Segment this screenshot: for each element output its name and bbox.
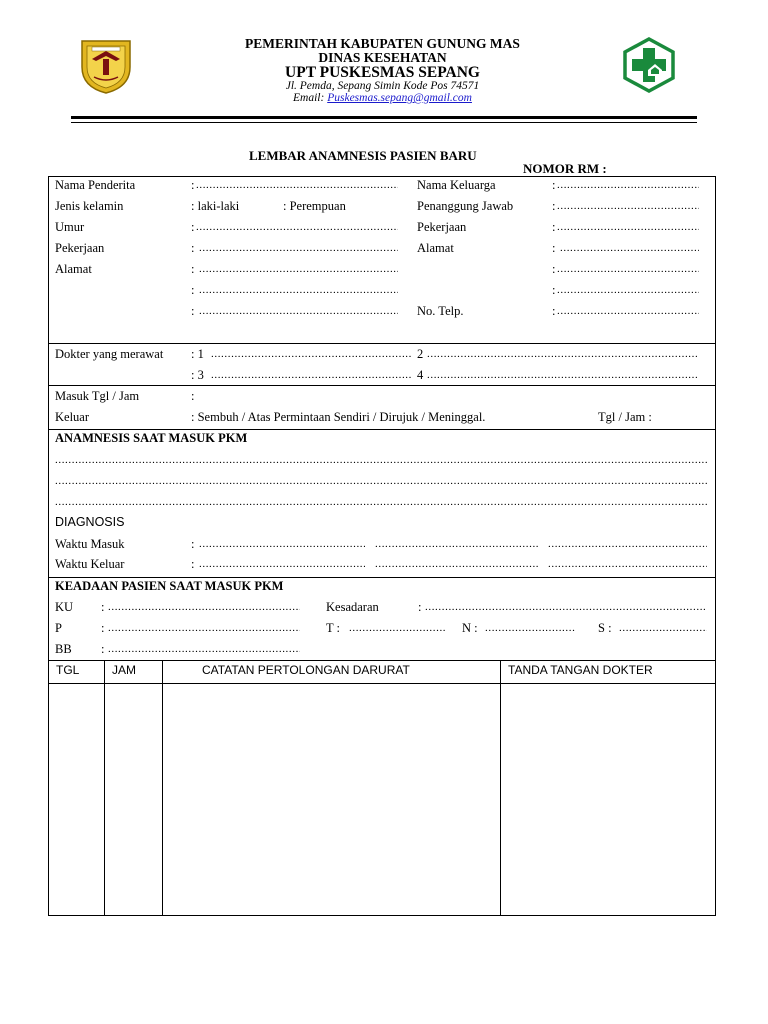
- field-dokter-3[interactable]: [211, 368, 412, 382]
- label-bb: BB: [55, 642, 72, 656]
- label-p: P: [55, 621, 62, 635]
- field-anamnesis-1[interactable]: [55, 453, 707, 467]
- label-penanggung-jawab: Penanggung Jawab: [417, 199, 514, 213]
- email-label: Email:: [293, 92, 325, 104]
- field-umur[interactable]: [196, 220, 398, 234]
- label-n: N :: [462, 621, 478, 635]
- label-nama-penderita: Nama Penderita: [55, 178, 136, 192]
- label-t: T :: [326, 621, 341, 635]
- box-bottom: [48, 915, 716, 916]
- colon: :: [552, 262, 556, 276]
- table-header-catatan: CATATAN PERTOLONGAN DARURAT: [202, 663, 410, 677]
- box-right: [715, 176, 716, 916]
- field-waktu-keluar-1[interactable]: [199, 557, 365, 571]
- colon: :: [191, 537, 195, 551]
- field-penanggung-jawab[interactable]: [557, 199, 699, 213]
- header-rule-thick: [71, 116, 697, 119]
- divider-doctor: [48, 385, 716, 386]
- colon: :: [552, 199, 556, 213]
- colon: :: [191, 389, 195, 403]
- field-waktu-masuk-3[interactable]: [548, 537, 707, 551]
- doctor-number-1: : 1: [191, 347, 204, 361]
- doctor-number-3: : 3: [191, 368, 204, 382]
- option-perempuan[interactable]: : Perempuan: [283, 199, 346, 213]
- email-link[interactable]: Puskesmas.sepang@gmail.com: [327, 92, 472, 104]
- field-no-telp[interactable]: [557, 304, 699, 318]
- divider-condition: [48, 660, 716, 661]
- header-department: DINAS KESEHATAN: [318, 50, 447, 65]
- table-cell-catatan[interactable]: [163, 684, 500, 915]
- divider-admission: [48, 429, 716, 430]
- label-waktu-keluar: Waktu Keluar: [55, 557, 125, 571]
- colon: :: [418, 600, 422, 614]
- table-header-tanda-tangan: TANDA TANGAN DOKTER: [508, 663, 653, 677]
- colon: :: [191, 557, 195, 571]
- colon: :: [101, 642, 105, 656]
- label-alamat-keluarga: Alamat: [417, 241, 454, 255]
- field-nama-penderita[interactable]: [196, 178, 398, 192]
- colon: :: [552, 241, 556, 255]
- header-puskesmas: UPT PUSKESMAS SEPANG: [285, 64, 480, 81]
- colon: :: [552, 304, 556, 318]
- colon: :: [101, 621, 105, 635]
- colon: :: [191, 304, 195, 318]
- field-waktu-masuk-1[interactable]: [199, 537, 365, 551]
- label-pekerjaan: Pekerjaan: [55, 241, 105, 255]
- label-pekerjaan-keluarga: Pekerjaan: [417, 220, 467, 234]
- field-pekerjaan-keluarga[interactable]: [557, 220, 699, 234]
- field-dokter-1[interactable]: [211, 347, 412, 361]
- label-jenis-kelamin: Jenis kelamin: [55, 199, 124, 213]
- header-address: Jl. Pemda, Sepang Simin Kode Pos 74571: [285, 80, 480, 92]
- colon: :: [191, 220, 195, 234]
- field-nama-keluarga[interactable]: [557, 178, 699, 192]
- label-keluar: Keluar: [55, 410, 90, 424]
- field-waktu-keluar-2[interactable]: [375, 557, 538, 571]
- puskesmas-cross-logo: [621, 37, 677, 93]
- keluar-options[interactable]: : Sembuh / Atas Permintaan Sendiri / Dirujuk / Meninggal.: [191, 410, 486, 424]
- label-waktu-masuk: Waktu Masuk: [55, 537, 125, 551]
- table-cell-tgl[interactable]: [49, 684, 104, 915]
- rm-number-label: NOMOR RM :: [523, 161, 607, 176]
- field-pekerjaan[interactable]: [199, 241, 398, 255]
- field-t[interactable]: [349, 621, 446, 635]
- label-s: S :: [598, 621, 612, 635]
- regency-crest-logo: [78, 37, 134, 95]
- divider-identity: [48, 343, 716, 344]
- label-ku: KU: [55, 600, 74, 614]
- doctor-number-4: 4: [417, 368, 424, 382]
- heading-anamnesis: ANAMNESIS SAAT MASUK PKM: [55, 431, 248, 445]
- field-p[interactable]: [108, 621, 300, 635]
- colon: :: [191, 241, 195, 255]
- field-alamat-3[interactable]: [199, 304, 398, 318]
- field-anamnesis-2[interactable]: [55, 474, 707, 488]
- label-tgl-jam: Tgl / Jam :: [598, 410, 652, 424]
- option-laki-laki[interactable]: : laki-laki: [191, 199, 240, 213]
- field-alamat-1[interactable]: [199, 262, 398, 276]
- label-alamat: Alamat: [55, 262, 92, 276]
- field-alamat-keluarga-2[interactable]: [557, 262, 699, 276]
- field-anamnesis-3[interactable]: [55, 495, 707, 509]
- field-waktu-keluar-3[interactable]: [548, 557, 707, 571]
- divider-anamnesis: [48, 577, 716, 578]
- box-top: [48, 176, 716, 177]
- header-government: PEMERINTAH KABUPATEN GUNUNG MAS: [245, 36, 520, 51]
- label-no-telp: No. Telp.: [417, 304, 464, 318]
- label-umur: Umur: [55, 220, 85, 234]
- colon: :: [552, 178, 556, 192]
- table-header-tgl: TGL: [56, 663, 80, 677]
- label-kesadaran: Kesadaran: [326, 600, 379, 614]
- label-nama-keluarga: Nama Keluarga: [417, 178, 496, 192]
- colon: :: [191, 283, 195, 297]
- colon: :: [191, 262, 195, 276]
- field-dokter-4[interactable]: [427, 368, 697, 382]
- field-waktu-masuk-2[interactable]: [375, 537, 538, 551]
- field-bb[interactable]: [108, 642, 300, 656]
- label-dokter: Dokter yang merawat: [55, 347, 164, 361]
- table-cell-tanda-tangan[interactable]: [501, 684, 715, 915]
- field-ku[interactable]: [108, 600, 300, 614]
- field-kesadaran[interactable]: [425, 600, 707, 614]
- field-s[interactable]: [619, 621, 707, 635]
- field-n[interactable]: [485, 621, 576, 635]
- label-masuk: Masuk Tgl / Jam: [55, 389, 140, 403]
- field-alamat-2[interactable]: [199, 283, 398, 297]
- colon: :: [101, 600, 105, 614]
- colon: :: [191, 178, 195, 192]
- field-dokter-2[interactable]: [427, 347, 697, 361]
- header-rule-thin: [71, 122, 697, 123]
- colon: :: [552, 283, 556, 297]
- heading-keadaan: KEADAAN PASIEN SAAT MASUK PKM: [55, 579, 284, 593]
- colon: :: [552, 220, 556, 234]
- table-cell-jam[interactable]: [105, 684, 162, 915]
- table-header-jam: JAM: [112, 663, 136, 677]
- label-diagnosis: DIAGNOSIS: [55, 515, 125, 529]
- field-alamat-keluarga-1[interactable]: [560, 241, 699, 255]
- field-alamat-keluarga-3[interactable]: [557, 283, 699, 297]
- doctor-number-2: 2: [417, 347, 424, 361]
- form-title: LEMBAR ANAMNESIS PASIEN BARU: [249, 148, 477, 163]
- header-email-row: [150, 92, 615, 104]
